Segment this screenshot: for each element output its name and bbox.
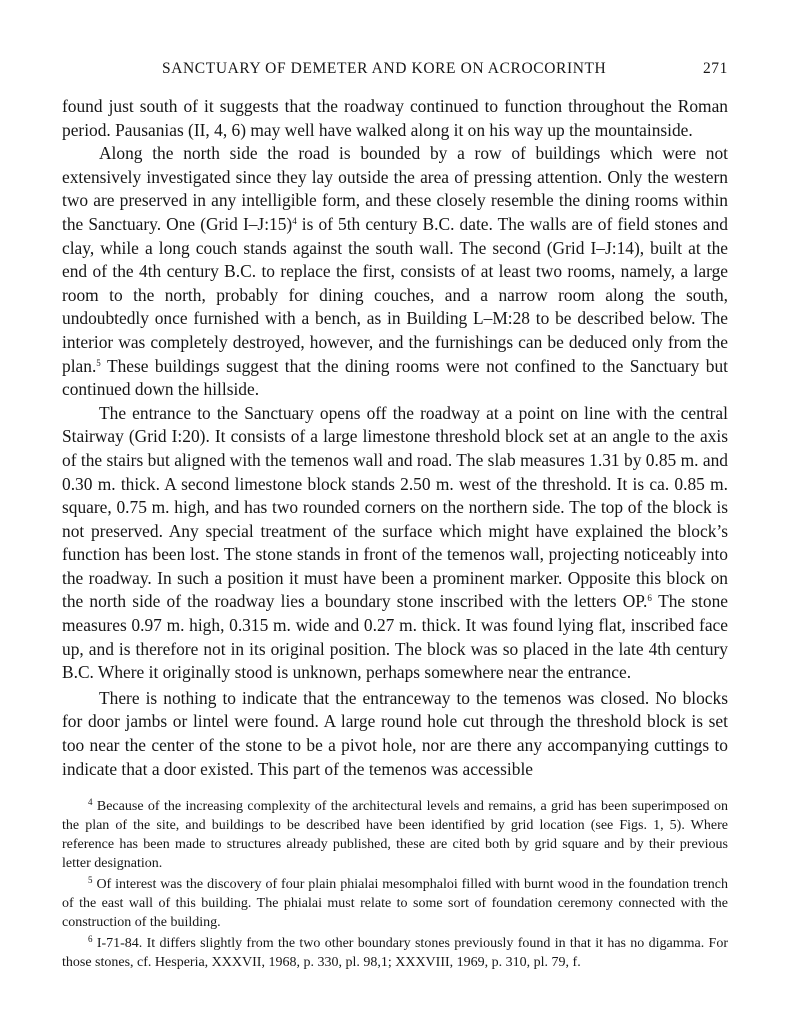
paragraph-1: found just south of it suggests that the roadway continued to function throughout the Roman period. Pausanias (II, 4, 6) may well have walked along it on his way up the mountainside. — [62, 96, 728, 140]
running-head: SANCTUARY OF DEMETER AND KORE ON ACROCORINTH — [162, 60, 607, 77]
footnote-ref-4: 4 — [292, 215, 297, 226]
paragraph-4: There is nothing to indicate that the entranceway to the temenos was closed. No blocks for door jambs or lintel were found. A large round hole cut through the threshold block is set too near the center of the stone to be a pivot hole, nor are there any accompanying cuttings to indicate that a door existed. This part of the temenos was accessible — [62, 687, 728, 779]
paragraph-2-part-2: is of 5th century B.C. date. The walls are of field stones and clay, while a long couch stands against the south wall. The second (Grid I–J:14), built at the end of the 4th century B.C. to replace the first, consists of at least two rooms, namely, a large room to the north, probably for dining couches, and a narrow room along the south, undoubtedly once furnished with a bench, as in Building L–M:28 to be described below. The interior was completely destroyed, however, and the furnishings can be deduced only from the plan. — [62, 213, 728, 376]
footnote-6-text: I-71-84. It differs slightly from the two other boundary stones previously found in that it has no digamma. For those stones, cf. Hesperia, XXXVII, 1968, p. 330, pl. 98,1; XXXVIII, 1969, p. 310, pl. 79, f. — [62, 936, 728, 970]
footnote-ref-6: 6 — [647, 593, 652, 604]
paragraph-3-part-2: The stone measures 0.97 m. high, 0.315 m. wide and 0.27 m. thick. It was found lying flat, inscribed face up, and is therefore not in its original position. The block was so placed in the late 4th century B.C. Where it originally stood is unknown, perhaps somewhere near the entrance. — [62, 591, 728, 683]
page-number: 271 — [702, 60, 728, 77]
footnotes — [62, 797, 728, 974]
page-header — [62, 60, 728, 84]
footnote-6 — [62, 934, 728, 972]
paragraph-2-part-3: These buildings suggest that the dining rooms were not confined to the Sanctuary but continued down the hillside. — [62, 355, 728, 400]
footnote-5 — [62, 875, 728, 932]
paragraph-2-part-1: Along the north side the road is bounded by a row of buildings which were not extensively investigated since they lay outside the area of pressing attention. Only the western two are preserved in any intelligible form, and these closely resemble the dining rooms within the Sanctuary. One (Grid I–J:15) — [62, 143, 728, 234]
footnote-6-number: 6 — [88, 934, 93, 944]
footnote-ref-5: 5 — [96, 357, 101, 368]
paragraph-2 — [62, 142, 728, 402]
footnote-4 — [62, 797, 728, 873]
body-text — [62, 95, 728, 781]
footnote-4-text: Because of the increasing complexity of the architectural levels and remains, a grid has been superimposed on the plan of the site, and buildings to be described have been identified by grid location (see Figs. 1, 5). Where reference has been made to structures already published, these are cited both by grid square and by their previous letter designation. — [62, 799, 728, 871]
paragraph-3 — [62, 402, 728, 685]
footnote-5-number: 5 — [88, 875, 93, 885]
footnote-5-text: Of interest was the discovery of four plain phialai mesomphaloi filled with burnt wood in the foundation trench of the east wall of this building. The phialai must relate to some sort of foundation ceremony connected with the construction of the building. — [62, 877, 728, 930]
paragraph-3-part-1: The entrance to the Sanctuary opens off the roadway at a point on line with the central Stairway (Grid I:20). It consists of a large limestone threshold block set at an angle to the axis of the stairs but aligned with the temenos wall and road. The slab measures 1.31 by 0.85 m. and 0.30 m. thick. A second limestone block stands 2.50 m. west of the threshold. It is ca. 0.85 m. square, 0.75 m. high, and has two rounded corners on the northern side. The top of the block is not preserved. Any special treatment of the surface which might have explained the block’s function has been lost. The stone stands in front of the temenos wall, projecting noticeably into the roadway. In such a position it must have been a prominent marker. Opposite this block on the north side of the roadway lies a boundary stone inscribed with the letters ΟΡ. — [62, 402, 728, 612]
footnote-4-number: 4 — [88, 797, 93, 807]
